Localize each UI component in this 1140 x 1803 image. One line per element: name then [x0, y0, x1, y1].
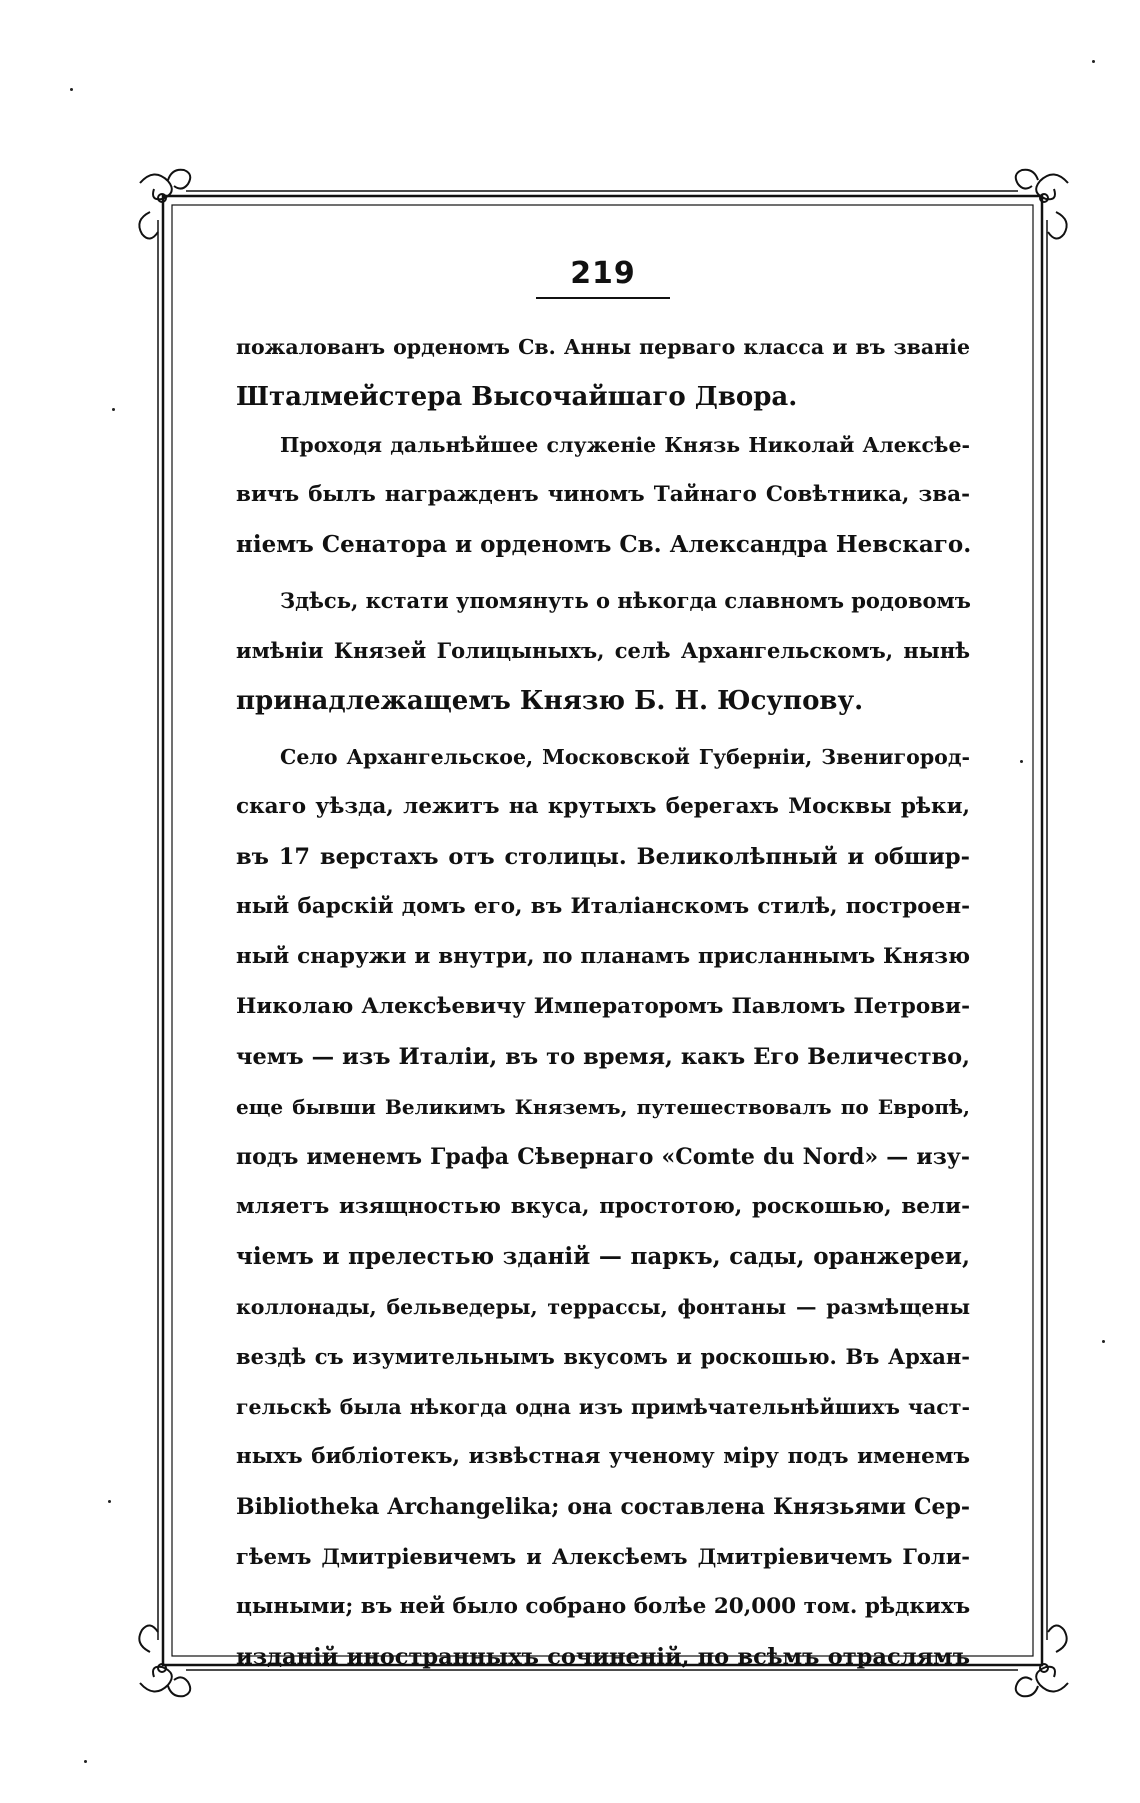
paragraph-2	[236, 420, 970, 570]
text-line: коллонады, бельведеры, террассы, фонтаны — размѣщены	[236, 1295, 970, 1319]
text-line: еще бывши Великимъ Княземъ, путешествовалъ по Европѣ,	[236, 1095, 970, 1119]
text-line: Шталмейстера Высочайшаго Двора.	[236, 382, 798, 412]
text-line: изданій иностранныхъ сочиненій, по всѣмъ отраслямъ	[236, 1644, 970, 1670]
text-line: мляетъ изящностью вкуса, простотою, роскошью, вели-	[236, 1194, 970, 1219]
corner-ornament-bottom-left-icon	[139, 1625, 190, 1696]
text-line: Bibliotheka Archangelika; она составлена Князьями Сер-	[236, 1494, 970, 1520]
paragraph-1	[236, 322, 970, 422]
page-number-rule	[536, 297, 670, 299]
paragraph-4	[236, 732, 970, 1682]
text-line: Село Архангельское, Московской Губерніи, Звенигород-	[280, 745, 970, 769]
text-line: въ 17 верстахъ отъ столицы. Великолѣпный и обшир-	[236, 844, 970, 870]
text-line: Проходя дальнѣйшее служеніе Князь Николай Алексѣе-	[280, 433, 970, 457]
text-line: цыными; въ ней было собрано болѣе 20,000 том. рѣдкихъ	[236, 1594, 971, 1619]
text-line: принадлежащемъ Князю Б. Н. Юсупову.	[236, 686, 864, 716]
text-line: ный барскій домъ его, въ Италіанскомъ стилѣ, построен-	[236, 894, 970, 919]
text-line: подъ именемъ Графа Сѣвернаго «Comte du Nord» — изу-	[236, 1144, 970, 1170]
corner-ornament-top-left-icon	[139, 170, 190, 239]
text-line: пожалованъ орденомъ Св. Анны перваго класса и въ званіе	[236, 335, 970, 359]
text-line: Здѣсь, кстати упомянуть о нѣкогда славномъ родовомъ	[280, 588, 971, 613]
text-line: скаго уѣзда, лежитъ на крутыхъ берегахъ Москвы рѣки,	[236, 794, 970, 819]
text-line: чемъ — изъ Италіи, въ то время, какъ Его Величество,	[236, 1044, 970, 1070]
text-line: гельскѣ была нѣкогда одна изъ примѣчательнѣйшихъ част-	[236, 1395, 970, 1419]
text-line: ніемъ Сенатора и орденомъ Св. Александра Невскаго.	[236, 531, 972, 558]
text-line: имѣніи Князей Голицыныхъ, селѣ Архангельскомъ, нынѣ	[236, 638, 970, 663]
text-line: гѣемъ Дмитріевичемъ и Алексѣемъ Дмитріевичемъ Голи-	[236, 1544, 970, 1569]
paragraph-3	[236, 576, 970, 726]
text-line: Николаю Алексѣевичу Императоромъ Павломъ Петрови-	[236, 994, 970, 1019]
text-line: ныхъ библіотекъ, извѣстная ученому міру подъ именемъ	[236, 1444, 970, 1469]
text-line: вичъ былъ награжденъ чиномъ Тайнаго Совѣтника, зва-	[236, 482, 970, 507]
text-line: ный снаружи и внутри, по планамъ присланнымъ Князю	[236, 944, 970, 969]
page-number: 219	[570, 256, 636, 291]
text-line: чіемъ и прелестью зданій — паркъ, сады, оранжереи,	[236, 1243, 970, 1270]
text-line: вездѣ съ изумительнымъ вкусомъ и роскошью. Въ Архан-	[236, 1344, 970, 1369]
